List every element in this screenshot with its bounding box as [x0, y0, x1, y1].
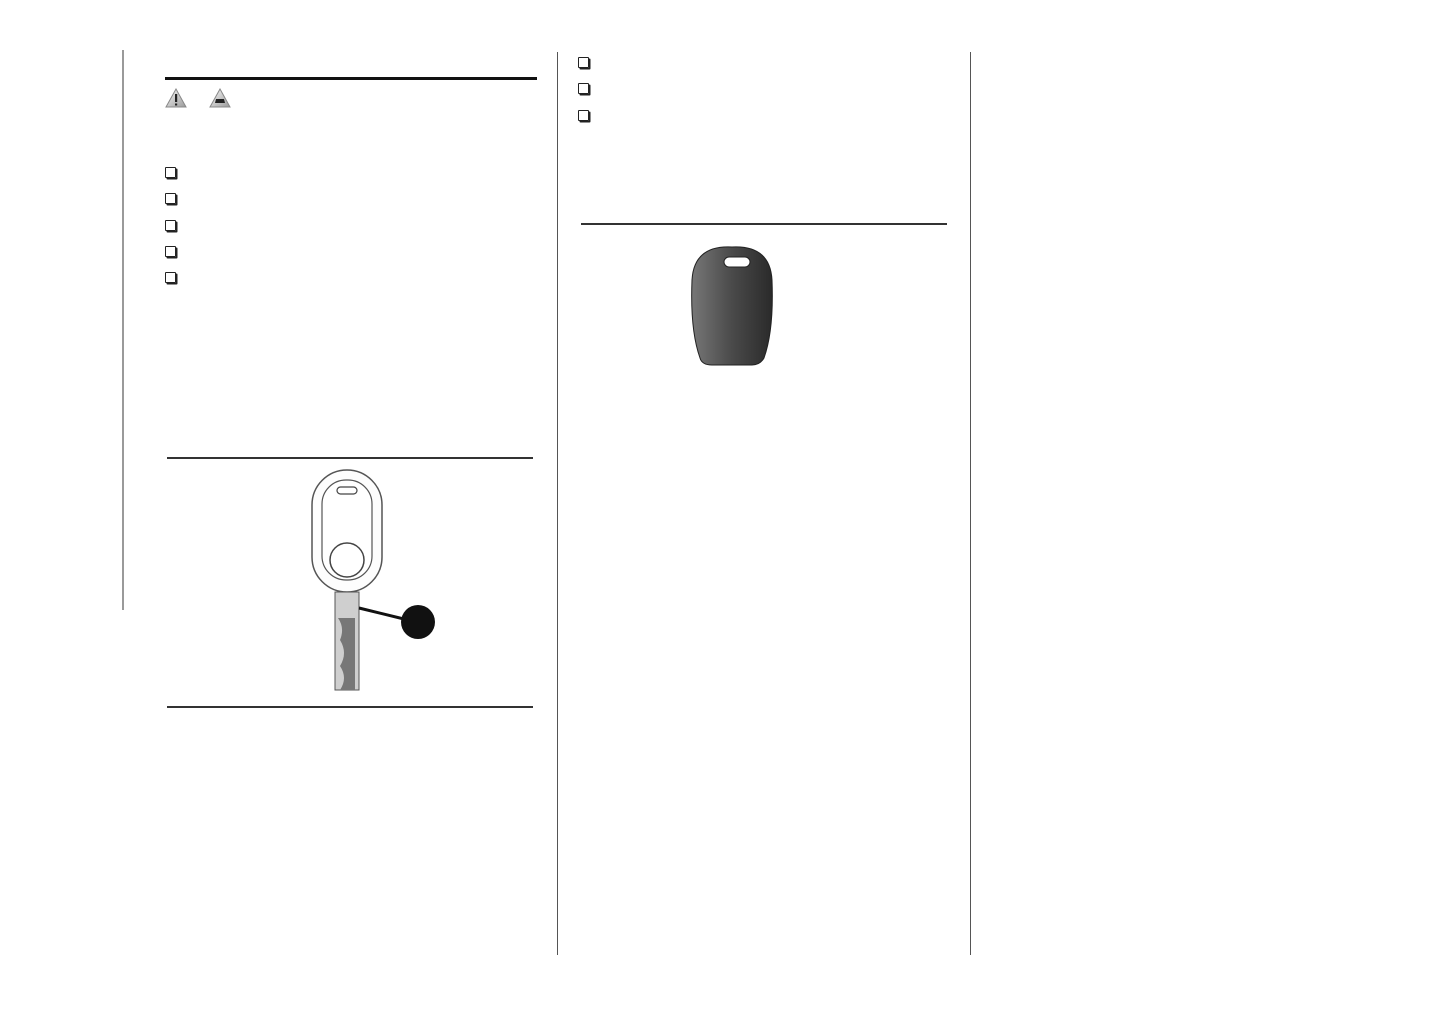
figure-bottom-rule	[167, 706, 533, 708]
list-item	[165, 212, 537, 238]
chapter-side-title	[84, 52, 124, 612]
bullet-list	[578, 49, 953, 128]
list-item	[578, 102, 953, 128]
checkbox-bullet-icon	[578, 83, 589, 94]
column-divider-2	[970, 52, 971, 955]
mechanical-key-illustration	[300, 468, 440, 698]
column-divider-1	[557, 52, 558, 955]
callout-a	[401, 605, 435, 639]
checkbox-bullet-icon	[165, 193, 176, 204]
checkbox-bullet-icon	[165, 220, 176, 231]
checkbox-bullet-icon	[165, 272, 176, 283]
checkbox-bullet-icon	[165, 246, 176, 257]
figure-top-rule	[167, 457, 533, 459]
mechanical-key-text	[165, 156, 537, 290]
list-item	[578, 75, 953, 101]
checkbox-bullet-icon	[578, 110, 589, 121]
list-item	[578, 49, 953, 75]
checkbox-bullet-icon	[165, 167, 176, 178]
list-item	[165, 238, 537, 264]
keyless-go-text	[165, 752, 537, 755]
continued-list-text	[578, 49, 953, 128]
warning-triangle-icon	[165, 88, 187, 108]
list-item	[165, 185, 537, 211]
figure-top-rule	[581, 223, 947, 225]
list-item	[165, 264, 537, 290]
keyless-go-mechanical-key-illustration	[660, 240, 800, 455]
checkbox-bullet-icon	[578, 57, 589, 68]
car-warning-icon	[209, 88, 231, 108]
side-divider	[122, 50, 124, 610]
heading-underline	[165, 77, 537, 80]
list-item	[165, 159, 537, 185]
bullet-list	[165, 159, 537, 290]
